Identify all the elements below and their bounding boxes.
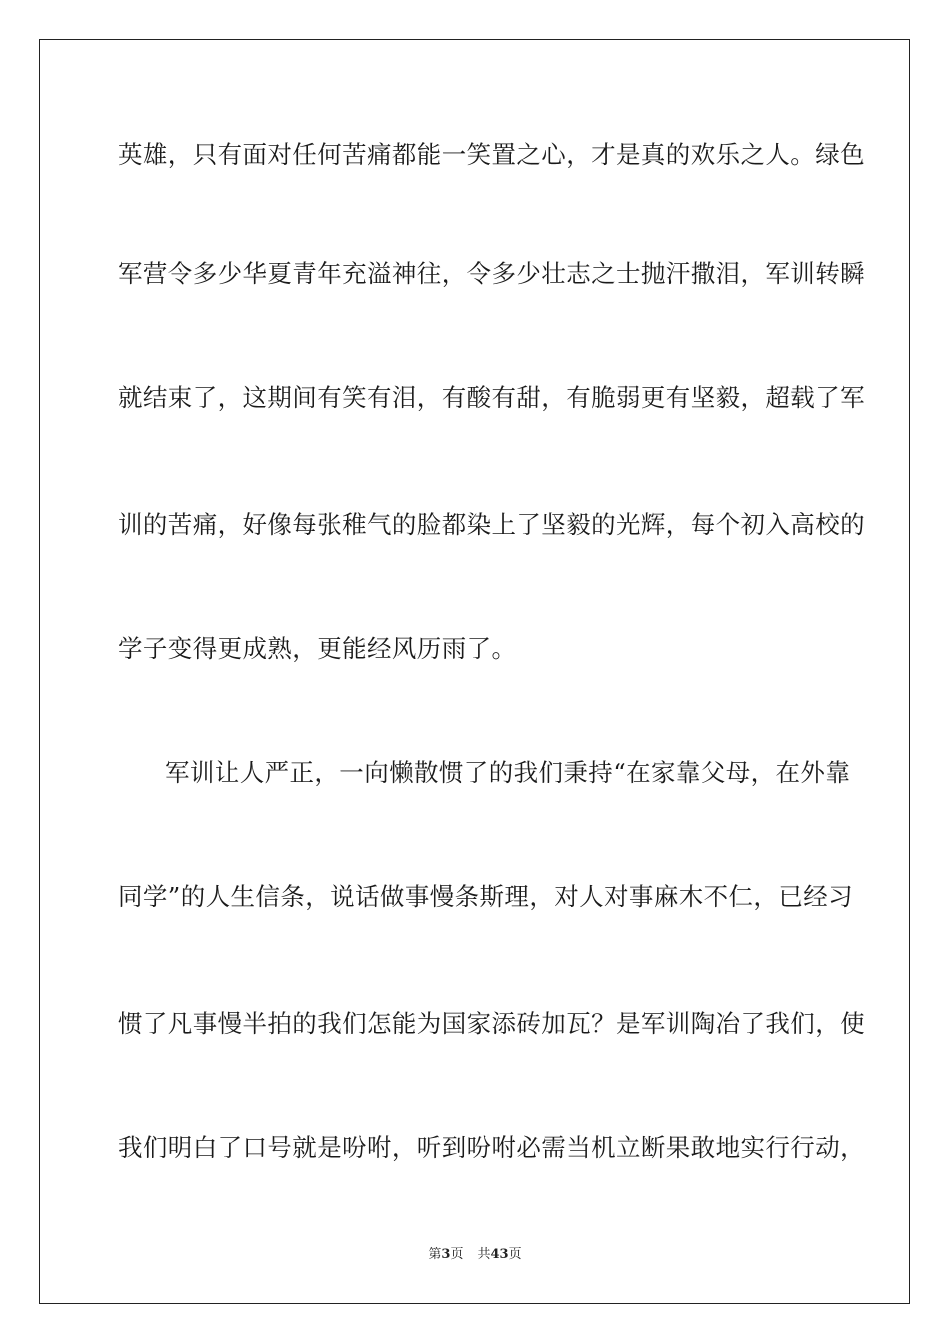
total-prefix: 共: [477, 1247, 491, 1262]
body-text-line-8: 惯了凡事慢半拍的我们怎能为国家添砖加瓦？是军训陶冶了我们，使: [118, 1009, 865, 1038]
page-number: 3: [441, 1247, 451, 1262]
page-total: 43: [490, 1247, 509, 1262]
page-suffix: 页: [450, 1247, 464, 1262]
body-text-line-3: 就结束了，这期间有笑有泪，有酸有甜，有脆弱更有坚毅，超载了军: [118, 383, 865, 412]
body-text-line-4: 训的苦痛，好像每张稚气的脸都染上了坚毅的光辉，每个初入高校的: [118, 510, 865, 539]
body-text-line-6: 军训让人严正，一向懒散惯了的我们秉持“在家靠父母，在外靠: [165, 758, 851, 787]
page-prefix: 第: [428, 1247, 442, 1262]
body-text-line-1: 英雄，只有面对任何苦痛都能一笑置之心，才是真的欢乐之人。绿色: [118, 140, 865, 169]
body-text-line-2: 军营令多少华夏青年充溢神往，令多少壮志之士抛汗撒泪，军训转瞬: [118, 259, 865, 288]
page-border: [39, 39, 910, 1304]
body-text-line-5: 学子变得更成熟，更能经风历雨了。: [118, 634, 517, 663]
body-text-line-7: 同学”的人生信条，说话做事慢条斯理，对人对事麻木不仁，已经习: [118, 882, 854, 911]
page-footer: [0, 1247, 950, 1263]
body-text-line-9: 我们明白了口号就是吩咐，听到吩咐必需当机立断果敢地实行行动，: [118, 1133, 865, 1162]
total-suffix: 页: [508, 1247, 522, 1262]
